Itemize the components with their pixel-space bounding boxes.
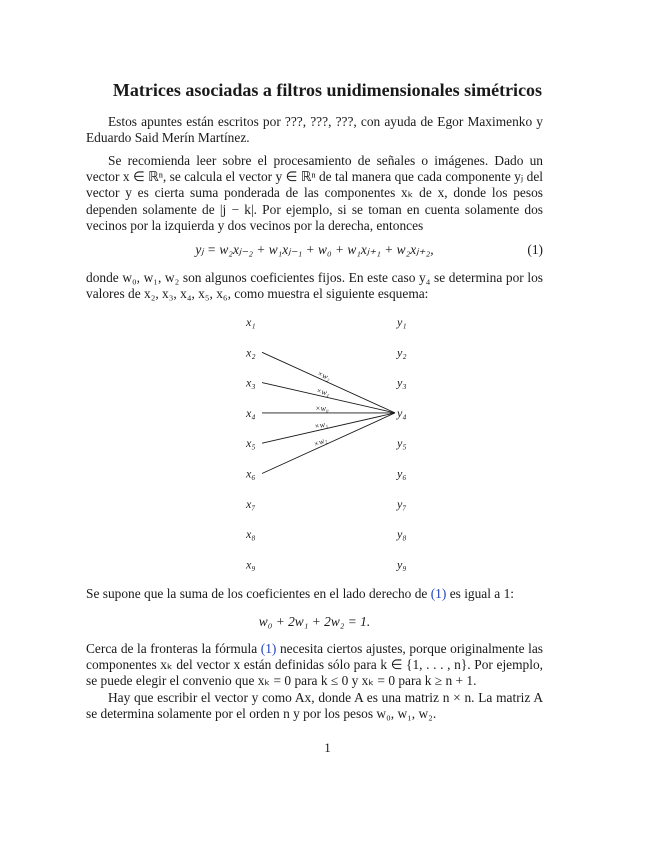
weight-label-2: ×w₁: [315, 385, 331, 398]
equation-reference-link-2[interactable]: (1): [260, 641, 277, 656]
boundary-text-rest: necesita ciertos ajustes, porque originalmente las componentes xₖ del vector x están definidas sólo para k ∈ {1, . . . , n}. Por ejemplo, se puede elegir el convenio que xₖ = 0 para k ≤ 0 y xₖ = 0 para k ≥ n + 1.: [86, 641, 543, 689]
paragraph-authors: Estos apuntes están escritos por ???, ???, ???, con ayuda de Egor Maximenko y Eduardo Said Merín Martínez.: [86, 114, 543, 146]
y-column: [396, 315, 407, 571]
equation-2: w₀ + 2w₁ + 2w₂ = 1.: [258, 614, 371, 629]
x-label-7: x₇: [246, 496, 256, 511]
sum-condition-text: Se supone que la suma de los coeficientes en el lado derecho de: [86, 586, 428, 601]
y-label-9: y₉: [397, 557, 407, 572]
x-label-8: x₈: [246, 527, 256, 542]
weight-label-1: ×w₂: [315, 368, 332, 383]
paragraph-intro-rest: x ∈ ℝⁿ, se calcula el vector y ∈ ℝⁿ de tal manera que cada componente yⱼ del vector y es cierta suma ponderada de las componentes xₖ de x, donde los pesos dependen solamente de |j − k|. Por ejemplo, si se toman en cuenta solamente dos vecinos por la izquierda y dos vecinos por la derecha, entonces: [86, 169, 543, 233]
paragraph-intro-line1: Se recomienda leer sobre el procesamiento de señales o imágenes. Dado un vector: [86, 153, 543, 185]
y-label-6: y₆: [397, 466, 407, 481]
y-label-5: y₅: [397, 436, 407, 451]
paragraph-coefficients: donde w₀, w₁, w₂ son algunos coeficientes fijos. En este caso y₄ se determina por los valores de x₂, x₃, x₄, x₅, x₆, como muestra el siguiente esquema:: [86, 270, 543, 302]
equation-reference-link[interactable]: (1): [430, 586, 447, 601]
document-title: Matrices asociadas a filtros unidimensionales simétricos: [112, 80, 543, 100]
weight-edges: [262, 352, 395, 473]
x-label-3: x₃: [246, 375, 256, 390]
x-label-2: x₂: [246, 345, 256, 360]
equation-1-body: yⱼ = w₂xⱼ₋₂ + w₁xⱼ₋₁ + w₀ + w₁xⱼ₊₁ + w₂xⱼ₊₂,: [195, 242, 434, 257]
paragraph-sum-condition: [86, 586, 543, 602]
x-label-4: x₄: [246, 405, 256, 420]
weight-label-5: ×w₂: [312, 435, 329, 449]
y-label-8: y₈: [397, 527, 407, 542]
y-label-1: y₁: [397, 315, 407, 329]
boundary-text-start: Cerca de la fronteras la fórmula: [86, 641, 258, 656]
x-label-9: x₉: [246, 557, 256, 572]
x-label-1: x₁: [246, 315, 256, 329]
paragraph-matrix: Hay que escribir el vector y como Ax, donde A es una matriz n × n. La matriz A se determina solamente por el orden n y por los pesos w₀, w₁, w₂.: [86, 690, 543, 722]
edge-x6-to-y4: [262, 413, 395, 474]
y-label-3: y₃: [397, 375, 407, 390]
sum-condition-end: es igual a 1:: [449, 586, 515, 601]
y-label-4: y₄: [397, 405, 407, 420]
weight-label-4: ×w₁: [313, 419, 329, 432]
paragraph-boundary: [86, 641, 543, 690]
equation-1-number: (1): [527, 242, 543, 257]
y-label-2: y₂: [397, 345, 407, 360]
x-label-6: x₆: [246, 466, 256, 481]
weight-label-3: ×w₀: [315, 403, 329, 413]
x-column: [245, 315, 256, 571]
x-label-5: x₅: [246, 436, 256, 451]
y-label-7: y₇: [397, 496, 407, 511]
page-number: 1: [324, 740, 331, 755]
